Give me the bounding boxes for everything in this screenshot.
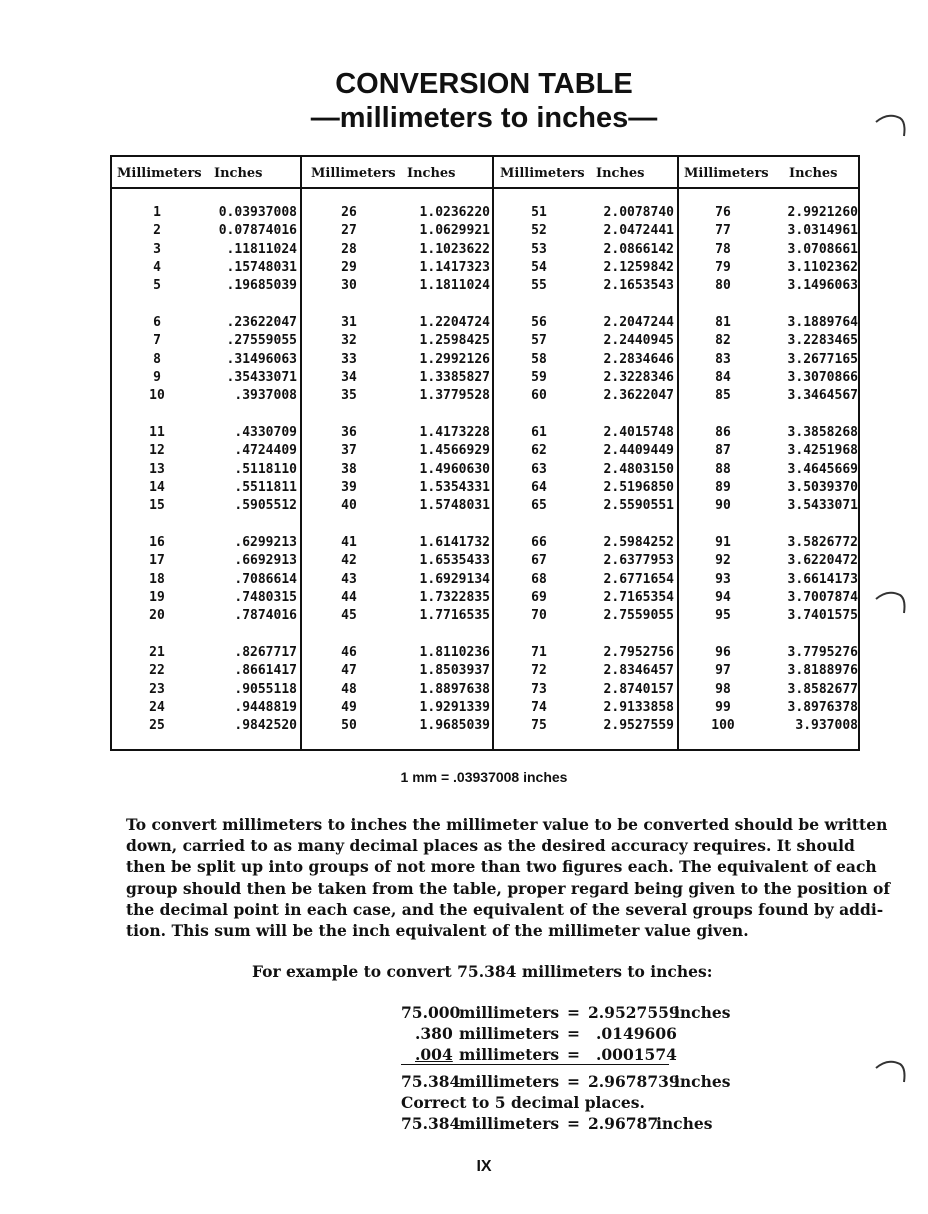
inch-value: 1.8897638 — [419, 681, 490, 697]
example-unit: millimeters — [459, 1072, 560, 1091]
mm-value: 57 — [531, 333, 547, 349]
inch-value: 1.4960630 — [419, 461, 490, 477]
example-mm: 75.384 — [401, 1114, 461, 1133]
inch-value: 1.9685039 — [419, 718, 490, 734]
mm-value: 1 — [153, 205, 161, 220]
inch-value: 1.0236220 — [419, 205, 490, 220]
inch-value: 1.3779528 — [419, 388, 490, 404]
inch-value: 3.8188976 — [787, 663, 858, 679]
inch-value: 3.1102362 — [787, 259, 858, 275]
mm-value: 9 — [153, 369, 161, 385]
inch-value: 1.9291339 — [419, 699, 490, 715]
mm-value: 46 — [341, 645, 357, 660]
inch-value: 3.5433071 — [787, 498, 858, 514]
inch-value: 1.5354331 — [419, 479, 490, 495]
inch-value: 1.1811024 — [419, 278, 490, 294]
mm-value: 23 — [149, 681, 165, 697]
header-in-2: Inches — [407, 166, 456, 181]
inch-value: 3.3464567 — [787, 388, 858, 404]
inch-value: 3.5826772 — [787, 535, 858, 550]
example-intro: For example to convert 75.384 millimeters to inches: — [252, 962, 713, 981]
mm-value: 58 — [531, 351, 547, 367]
example-value: 2.9527559 — [588, 1003, 680, 1022]
mm-value: 25 — [149, 718, 165, 734]
mm-value: 17 — [149, 553, 165, 569]
inch-value: 2.2834646 — [603, 351, 674, 367]
mm-value: 8 — [153, 351, 161, 367]
inch-value: 3.6614173 — [787, 571, 858, 587]
inch-value: 1.6535433 — [419, 553, 490, 569]
inch-value: .7086614 — [234, 571, 297, 587]
mm-value: 5 — [153, 278, 161, 294]
inch-value: 2.4015748 — [603, 425, 674, 440]
inch-value: 1.2204724 — [419, 315, 490, 330]
inch-value: .6692913 — [234, 553, 297, 569]
mm-value: 68 — [531, 571, 547, 587]
mm-value: 82 — [715, 333, 731, 349]
header-in-4: Inches — [789, 166, 838, 181]
mm-value: 89 — [715, 479, 731, 495]
inch-value: .5118110 — [234, 461, 297, 477]
inch-value: 2.1653543 — [603, 278, 674, 294]
mm-value: 20 — [149, 608, 165, 624]
example-value: .0149606 — [596, 1024, 677, 1043]
example-unit: millimeters — [459, 1114, 560, 1133]
inch-value: 3.5039370 — [787, 479, 858, 495]
inch-value: 2.5984252 — [603, 535, 674, 550]
paragraph-line: group should then be taken from the table, proper regard being given to the position of — [126, 878, 891, 898]
inch-value: 2.6771654 — [603, 571, 674, 587]
example-value: 2.9678739 — [588, 1072, 680, 1091]
inch-value: 3.3858268 — [787, 425, 858, 440]
mm-value: 83 — [715, 351, 731, 367]
header-divider — [112, 187, 858, 189]
inch-value: 3.7795276 — [787, 645, 858, 660]
mm-value: 22 — [149, 663, 165, 679]
inch-value: 1.8110236 — [419, 645, 490, 660]
mm-value: 84 — [715, 369, 731, 385]
mm-value: 95 — [715, 608, 731, 624]
mm-value: 27 — [341, 223, 357, 239]
mm-value: 75 — [531, 718, 547, 734]
mm-value: 37 — [341, 443, 357, 459]
inch-value: .19685039 — [226, 278, 297, 294]
mm-value: 63 — [531, 461, 547, 477]
mm-value: 10 — [149, 388, 165, 404]
example-equals: = — [567, 1072, 580, 1091]
inch-value: 1.4173228 — [419, 425, 490, 440]
mm-value: 72 — [531, 663, 547, 679]
binder-hole-mark — [874, 108, 908, 138]
mm-value: 19 — [149, 589, 165, 605]
example-unit: millimeters — [459, 1045, 560, 1064]
mm-value: 79 — [715, 259, 731, 275]
header-mm-4: Millimeters — [684, 166, 769, 181]
example-mm: 75.384 — [401, 1072, 461, 1091]
mm-value: 6 — [153, 315, 161, 330]
mm-value: 31 — [341, 315, 357, 330]
inch-value: 0.03937008 — [218, 205, 297, 220]
mm-value: 88 — [715, 461, 731, 477]
inch-value: 2.0866142 — [603, 241, 674, 257]
mm-value: 2 — [153, 223, 161, 239]
column-divider — [677, 157, 679, 749]
inch-value: 1.3385827 — [419, 369, 490, 385]
inch-value: .9055118 — [234, 681, 297, 697]
inch-value: 2.8740157 — [603, 681, 674, 697]
mm-value: 13 — [149, 461, 165, 477]
mm-value: 77 — [715, 223, 731, 239]
binder-hole-mark — [874, 585, 908, 615]
paragraph-line: the decimal point in each case, and the equivalent of the several groups found by addi- — [126, 899, 884, 919]
paragraph-line: down, carried to as many decimal places as the desired accuracy requires. It should — [126, 836, 855, 856]
mm-value: 40 — [341, 498, 357, 514]
inch-value: .4724409 — [234, 443, 297, 459]
mm-value: 52 — [531, 223, 547, 239]
inch-value: 2.7559055 — [603, 608, 674, 624]
inch-value: .11811024 — [226, 241, 297, 257]
header-mm-1: Millimeters — [117, 166, 202, 181]
mm-value: 93 — [715, 571, 731, 587]
inch-value: 3.2283465 — [787, 333, 858, 349]
inch-value: .7874016 — [234, 608, 297, 624]
paragraph-line: tion. This sum will be the inch equivalent of the millimeter value given. — [126, 921, 749, 941]
example-value: 2.96787 — [588, 1114, 659, 1133]
mm-value: 70 — [531, 608, 547, 624]
inch-value: .31496063 — [226, 351, 297, 367]
mm-value: 12 — [149, 443, 165, 459]
inch-value: 2.2440945 — [603, 333, 674, 349]
inch-value: 2.3228346 — [603, 369, 674, 385]
inch-value: 3.0708661 — [787, 241, 858, 257]
inch-value: .27559055 — [226, 333, 297, 349]
mm-value: 81 — [715, 315, 731, 330]
mm-value: 49 — [341, 699, 357, 715]
example-equals: = — [567, 1114, 580, 1133]
instructions-paragraph — [126, 814, 891, 941]
inch-value: 2.6377953 — [603, 553, 674, 569]
sum-line — [401, 1064, 669, 1065]
example-value: .0001574 — [596, 1045, 677, 1064]
mm-value: 71 — [531, 645, 547, 660]
example-unit2: inches — [656, 1114, 713, 1133]
mm-value: 91 — [715, 535, 731, 550]
mm-value: 41 — [341, 535, 357, 550]
inch-value: 1.1417323 — [419, 259, 490, 275]
page-number: IX — [476, 1158, 492, 1175]
example-mm: .004 — [415, 1045, 453, 1064]
mm-value: 36 — [341, 425, 357, 440]
inch-value: 1.2992126 — [419, 351, 490, 367]
mm-value: 78 — [715, 241, 731, 257]
mm-value: 16 — [149, 535, 165, 550]
mm-value: 74 — [531, 699, 547, 715]
inch-value: 2.4409449 — [603, 443, 674, 459]
inch-value: 3.8976378 — [787, 699, 858, 715]
example-equals: = — [567, 1024, 580, 1043]
mm-value: 73 — [531, 681, 547, 697]
inch-value: 1.5748031 — [419, 498, 490, 514]
mm-value: 24 — [149, 699, 165, 715]
inch-value: 3.1889764 — [787, 315, 858, 330]
mm-value: 3 — [153, 241, 161, 257]
example-equals: = — [567, 1045, 580, 1064]
inch-value: 3.2677165 — [787, 351, 858, 367]
inch-value: 2.9921260 — [787, 205, 858, 220]
mm-value: 33 — [341, 351, 357, 367]
inch-value: .7480315 — [234, 589, 297, 605]
inch-value: 2.8346457 — [603, 663, 674, 679]
inch-value: 2.5196850 — [603, 479, 674, 495]
example-unit2: inches — [674, 1072, 731, 1091]
inch-value: 2.9133858 — [603, 699, 674, 715]
mm-value: 7 — [153, 333, 161, 349]
inch-value: 3.7401575 — [787, 608, 858, 624]
inch-value: .9448819 — [234, 699, 297, 715]
conversion-table — [110, 155, 860, 751]
conversion-footnote: 1 mm = .03937008 inches — [400, 769, 568, 785]
inch-value: .3937008 — [234, 388, 297, 404]
page-subtitle: —millimeters to inches— — [310, 102, 658, 134]
mm-value: 48 — [341, 681, 357, 697]
mm-value: 54 — [531, 259, 547, 275]
inch-value: 1.7716535 — [419, 608, 490, 624]
inch-value: 1.8503937 — [419, 663, 490, 679]
mm-value: 98 — [715, 681, 731, 697]
example-note-text: Correct to 5 decimal places. — [401, 1093, 645, 1112]
inch-value: .5511811 — [234, 479, 297, 495]
mm-value: 86 — [715, 425, 731, 440]
mm-value: 94 — [715, 589, 731, 605]
inch-value: .23622047 — [226, 315, 297, 330]
mm-value: 14 — [149, 479, 165, 495]
example-unit: millimeters — [459, 1024, 560, 1043]
inch-value: .6299213 — [234, 535, 297, 550]
mm-value: 53 — [531, 241, 547, 257]
header-mm-2: Millimeters — [311, 166, 396, 181]
inch-value: 1.2598425 — [419, 333, 490, 349]
mm-value: 34 — [341, 369, 357, 385]
mm-value: 80 — [715, 278, 731, 294]
mm-value: 18 — [149, 571, 165, 587]
mm-value: 92 — [715, 553, 731, 569]
mm-value: 87 — [715, 443, 731, 459]
inch-value: 3.7007874 — [787, 589, 858, 605]
mm-value: 64 — [531, 479, 547, 495]
inch-value: 3.8582677 — [787, 681, 858, 697]
mm-value: 69 — [531, 589, 547, 605]
mm-value: 65 — [531, 498, 547, 514]
inch-value: .4330709 — [234, 425, 297, 440]
inch-value: 1.6929134 — [419, 571, 490, 587]
mm-value: 66 — [531, 535, 547, 550]
mm-value: 32 — [341, 333, 357, 349]
example-mm: .380 — [415, 1024, 453, 1043]
inch-value: 2.7165354 — [603, 589, 674, 605]
inch-value: 3.4645669 — [787, 461, 858, 477]
inch-value: 1.1023622 — [419, 241, 490, 257]
header-in-3: Inches — [596, 166, 645, 181]
mm-value: 85 — [715, 388, 731, 404]
mm-value: 60 — [531, 388, 547, 404]
mm-value: 4 — [153, 259, 161, 275]
mm-value: 35 — [341, 388, 357, 404]
binder-hole-mark — [874, 1054, 908, 1084]
paragraph-line: then be split up into groups of not more than two figures each. The equivalent of each — [126, 857, 877, 877]
mm-value: 96 — [715, 645, 731, 660]
inch-value: 2.5590551 — [603, 498, 674, 514]
page-title: CONVERSION TABLE — [335, 68, 633, 100]
inch-value: 2.0078740 — [603, 205, 674, 220]
inch-value: 1.4566929 — [419, 443, 490, 459]
inch-value: 2.2047244 — [603, 315, 674, 330]
mm-value: 21 — [149, 645, 165, 660]
inch-value: 3.937008 — [795, 718, 858, 734]
inch-value: 2.9527559 — [603, 718, 674, 734]
mm-value: 62 — [531, 443, 547, 459]
inch-value: 3.0314961 — [787, 223, 858, 239]
mm-value: 28 — [341, 241, 357, 257]
inch-value: 2.4803150 — [603, 461, 674, 477]
mm-value: 76 — [715, 205, 731, 220]
inch-value: .8267717 — [234, 645, 297, 660]
example-unit: millimeters — [459, 1003, 560, 1022]
inch-value: 1.0629921 — [419, 223, 490, 239]
mm-value: 38 — [341, 461, 357, 477]
inch-value: .15748031 — [226, 259, 297, 275]
inch-value: 3.4251968 — [787, 443, 858, 459]
mm-value: 90 — [715, 498, 731, 514]
inch-value: 1.6141732 — [419, 535, 490, 550]
inch-value: 2.7952756 — [603, 645, 674, 660]
header-in-1: Inches — [214, 166, 263, 181]
mm-value: 30 — [341, 278, 357, 294]
mm-value: 59 — [531, 369, 547, 385]
mm-value: 50 — [341, 718, 357, 734]
mm-value: 43 — [341, 571, 357, 587]
example-equals: = — [567, 1003, 580, 1022]
mm-value: 42 — [341, 553, 357, 569]
header-mm-3: Millimeters — [500, 166, 585, 181]
inch-value: 2.0472441 — [603, 223, 674, 239]
inch-value: 3.3070866 — [787, 369, 858, 385]
inch-value: .9842520 — [234, 718, 297, 734]
column-divider — [300, 157, 302, 749]
inch-value: 2.3622047 — [603, 388, 674, 404]
column-divider — [492, 157, 494, 749]
mm-value: 55 — [531, 278, 547, 294]
inch-value: .35433071 — [226, 369, 297, 385]
mm-value: 45 — [341, 608, 357, 624]
mm-value: 47 — [341, 663, 357, 679]
mm-value: 56 — [531, 315, 547, 330]
inch-value: 1.7322835 — [419, 589, 490, 605]
inch-value: 3.6220472 — [787, 553, 858, 569]
inch-value: .5905512 — [234, 498, 297, 514]
inch-value: .8661417 — [234, 663, 297, 679]
inch-value: 0.07874016 — [218, 223, 297, 239]
inch-value: 3.1496063 — [787, 278, 858, 294]
mm-value: 26 — [341, 205, 357, 220]
mm-value: 44 — [341, 589, 357, 605]
mm-value: 39 — [341, 479, 357, 495]
inch-value: 2.1259842 — [603, 259, 674, 275]
mm-value: 15 — [149, 498, 165, 514]
mm-value: 11 — [149, 425, 165, 440]
example-unit2: inches — [674, 1003, 731, 1022]
mm-value: 97 — [715, 663, 731, 679]
mm-value: 61 — [531, 425, 547, 440]
mm-value: 29 — [341, 259, 357, 275]
mm-value: 100 — [711, 718, 735, 734]
mm-value: 51 — [531, 205, 547, 220]
example-mm: 75.000 — [401, 1003, 461, 1022]
mm-value: 99 — [715, 699, 731, 715]
paragraph-line: To convert millimeters to inches the millimeter value to be converted should be written — [126, 815, 888, 834]
mm-value: 67 — [531, 553, 547, 569]
